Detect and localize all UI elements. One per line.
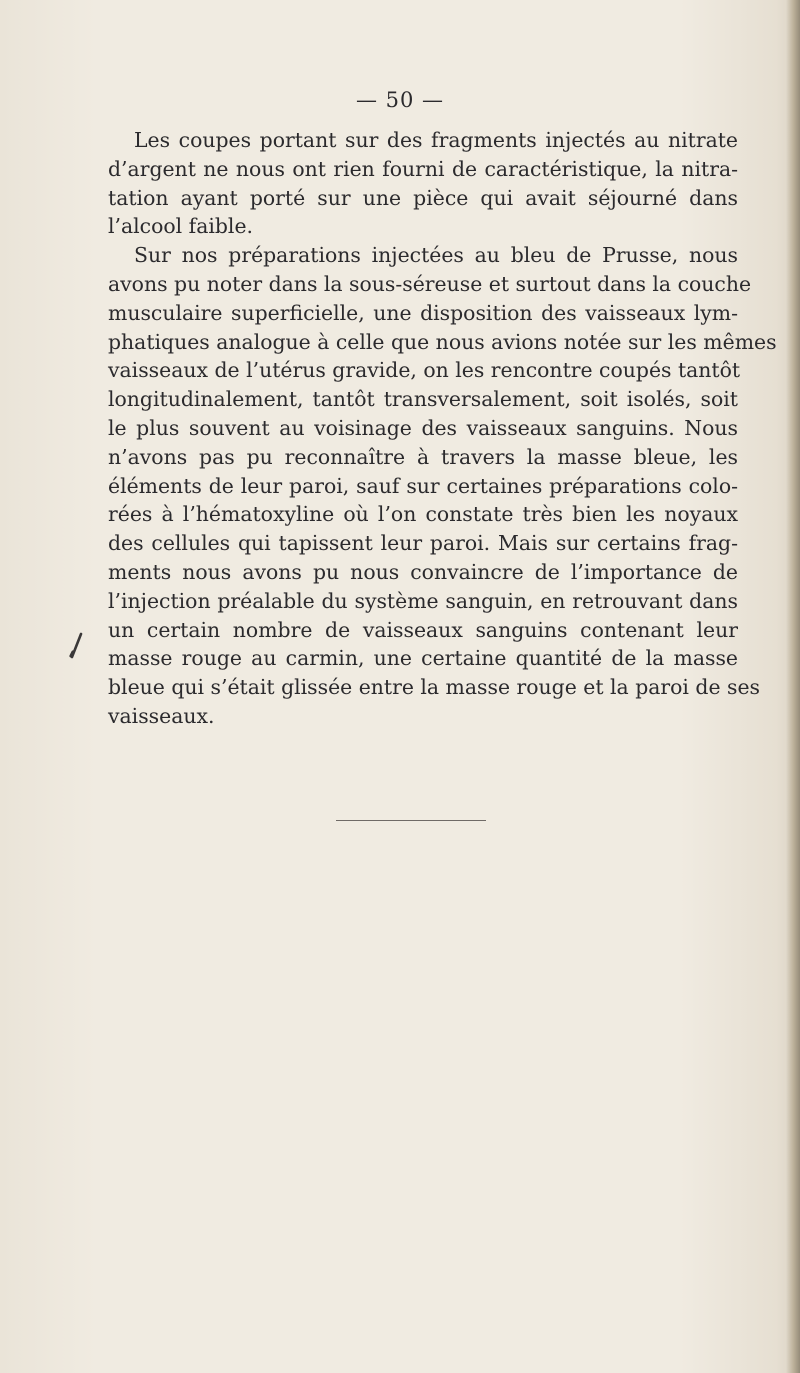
text-line: éléments de leur paroi, sauf sur certaines préparations colo-: [108, 473, 738, 498]
text-line: phatiques analogue à celle que nous avions notée sur les mêmes: [108, 329, 777, 354]
text-line: rées à l’hématoxyline où l’on constate très bien les noyaux: [108, 502, 738, 527]
text-line: vaisseaux.: [108, 703, 215, 728]
page-number: — 50 —: [355, 88, 445, 112]
text-line: Les coupes portant sur des fragments injectés au nitrate: [134, 128, 738, 152]
body-text: [108, 126, 777, 731]
text-line: musculaire superficielle, une disposition des vaisseaux lym-: [108, 300, 738, 325]
text-line: vaisseaux de l’utérus gravide, on les rencontre coupés tantôt: [108, 358, 741, 383]
text-line: l’alcool faible.: [108, 214, 254, 239]
text-line: un certain nombre de vaisseaux sanguins contenant leur: [108, 617, 738, 642]
section-separator: [336, 820, 486, 821]
pencil-mark: [66, 630, 86, 660]
text-line: n’avons pas pu reconnaître à travers la masse bleue, les: [108, 444, 738, 469]
page-edge: [786, 0, 800, 1373]
text-line: des cellules qui tapissent leur paroi. Mais sur certains frag-: [108, 531, 738, 556]
text-line: longitudinalement, tantôt transversalement, soit isolés, soit: [108, 387, 738, 412]
text-line: avons pu noter dans la sous-séreuse et surtout dans la couche: [108, 271, 752, 296]
text-line: bleue qui s’était glissée entre la masse rouge et la paroi de ses: [108, 675, 761, 700]
text-line: le plus souvent au voisinage des vaisseaux sanguins. Nous: [108, 415, 738, 440]
text-line: l’injection préalable du système sanguin, en retrouvant dans: [108, 588, 738, 613]
text-line: ments nous avons pu nous convaincre de l’importance de: [108, 559, 738, 584]
text-line: Sur nos préparations injectées au bleu de Prusse, nous: [134, 243, 738, 268]
text-line: d’argent ne nous ont rien fourni de caractéristique, la nitra-: [108, 156, 738, 181]
text-line: tation ayant porté sur une pièce qui avait séjourné dans: [108, 185, 738, 210]
text-line: masse rouge au carmin, une certaine quantité de la masse: [108, 646, 738, 671]
